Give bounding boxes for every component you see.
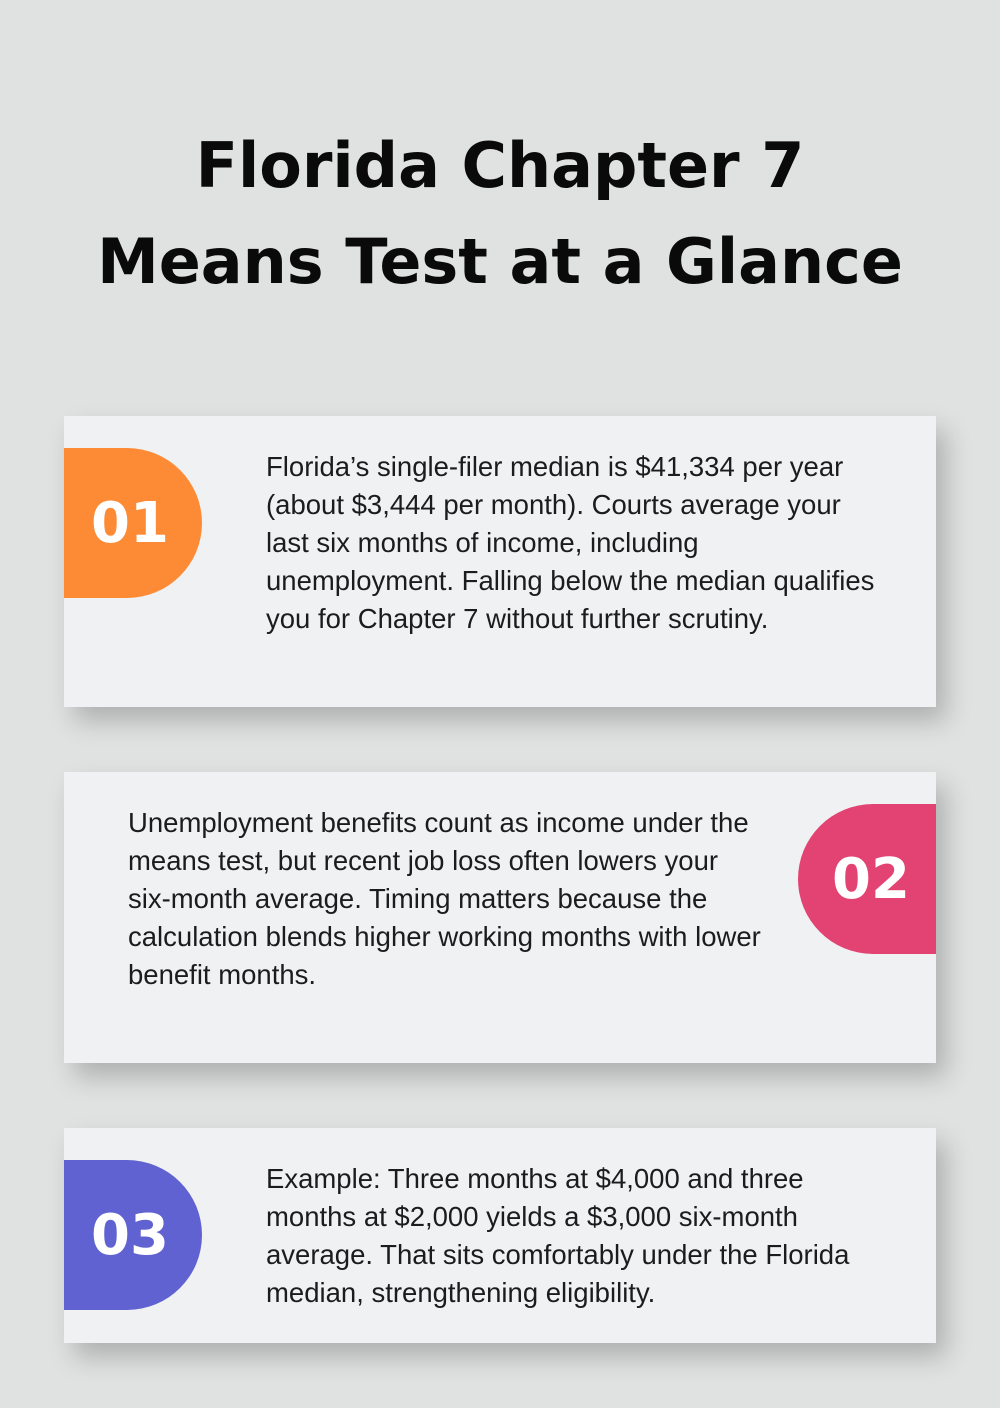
title-line-1: Florida Chapter 7: [195, 129, 805, 202]
badge-number: 01: [91, 490, 169, 556]
badge-number: 02: [832, 846, 910, 912]
number-badge-3: [64, 1160, 202, 1310]
number-badge-2: [798, 804, 936, 954]
card-text: Florida’s single-filer median is $41,334 per year (about $3,444 per month). Courts average your last six months of income, including unemployment. Falling below the median qualifies you for Chapter 7 without further scrutiny.: [266, 451, 875, 634]
card-text: Example: Three months at $4,000 and three months at $2,000 yields a $3,000 six-month average. That sits comfortably under the Florida median, strengthening eligibility.: [266, 1163, 850, 1308]
badge-number: 03: [91, 1202, 169, 1268]
number-badge-1: [64, 448, 202, 598]
page-title: [50, 118, 950, 310]
info-card-2: [64, 772, 936, 1063]
info-card-3: [64, 1128, 936, 1343]
info-card-1: [64, 416, 936, 707]
title-line-2: Means Test at a Glance: [97, 225, 903, 298]
card-text: Unemployment benefits count as income under the means test, but recent job loss often lowers your six-month average. Timing matters because the calculation blends higher working months with lower benefit months.: [128, 807, 761, 990]
